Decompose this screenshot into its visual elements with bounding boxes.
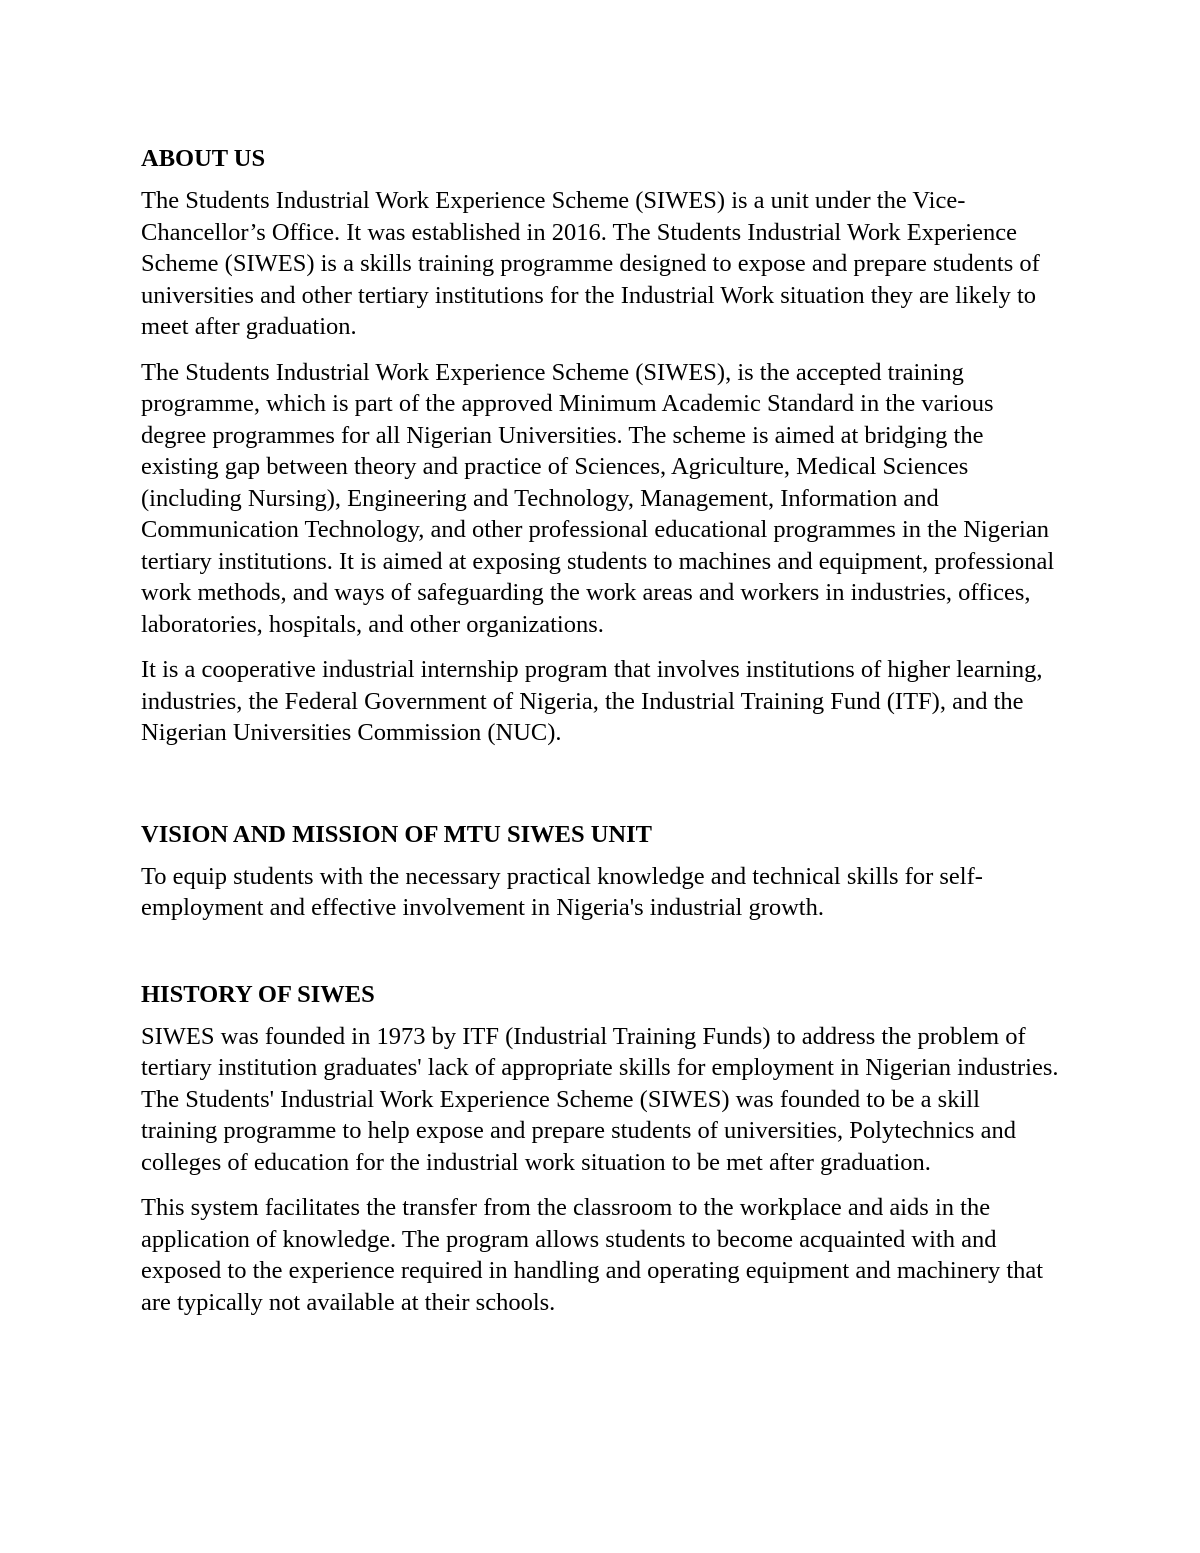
section-spacer <box>141 938 1060 979</box>
about-paragraph: The Students Industrial Work Experience Scheme (SIWES) is a unit under the Vice-Chancellor’s Office. It was established in 2016. The Students Industrial Work Experience Scheme (SIWES) is a skills training programme designed to expose and prepare students of universities and other tertiary institutions for the Industrial Work situation they are likely to meet after graduation. <box>141 187 1040 340</box>
about-us-heading: ABOUT US <box>141 145 266 172</box>
history-paragraph: SIWES was founded in 1973 by ITF (Industrial Training Funds) to address the problem of tertiary institution graduates' lack of appropriate skills for employment in Nigerian industries. The Students' Industrial Work Experience Scheme (SIWES) was founded to be a skill training programme to help expose and prepare students of universities, Polytechnics and colleges of education for the industrial work situation to be met after graduation. <box>141 1022 1059 1176</box>
about-paragraph: The Students Industrial Work Experience Scheme (SIWES), is the accepted training programme, which is part of the approved Minimum Academic Standard in the various degree programmes for all Nigerian Universities. The scheme is aimed at bridging the existing gap between theory and practice of Sciences, Agriculture, Medical Sciences (including Nursing), Engineering and Technology, Management, Information and Communication Technology, and other professional educational programmes in the Nigerian tertiary institutions. It is aimed at exposing students to machines and equipment, professional work methods, and ways of safeguarding the work areas and workers in industries, offices, laboratories, hospitals, and other organizations. <box>141 358 1055 638</box>
history-paragraph: This system facilitates the transfer from the classroom to the workplace and aids in the application of knowledge. The program allows students to become acquainted with and exposed to the experience required in handling and operating equipment and machinery that are typically not available at their schools. <box>141 1194 1044 1316</box>
vision-mission-heading: VISION AND MISSION OF MTU SIWES UNIT <box>141 820 652 848</box>
vision-paragraph: To equip students with the necessary practical knowledge and technical skills for self-employment and effective involvement in Nigeria's industrial growth. <box>141 862 983 921</box>
history-heading: HISTORY OF SIWES <box>141 980 375 1008</box>
section-spacer <box>141 763 1060 819</box>
about-paragraph: It is a cooperative industrial internship program that involves institutions of higher learning, industries, the Federal Government of Nigeria, the Industrial Training Fund (ITF), and the Nigerian Universities Commission (NUC). <box>141 656 1043 746</box>
